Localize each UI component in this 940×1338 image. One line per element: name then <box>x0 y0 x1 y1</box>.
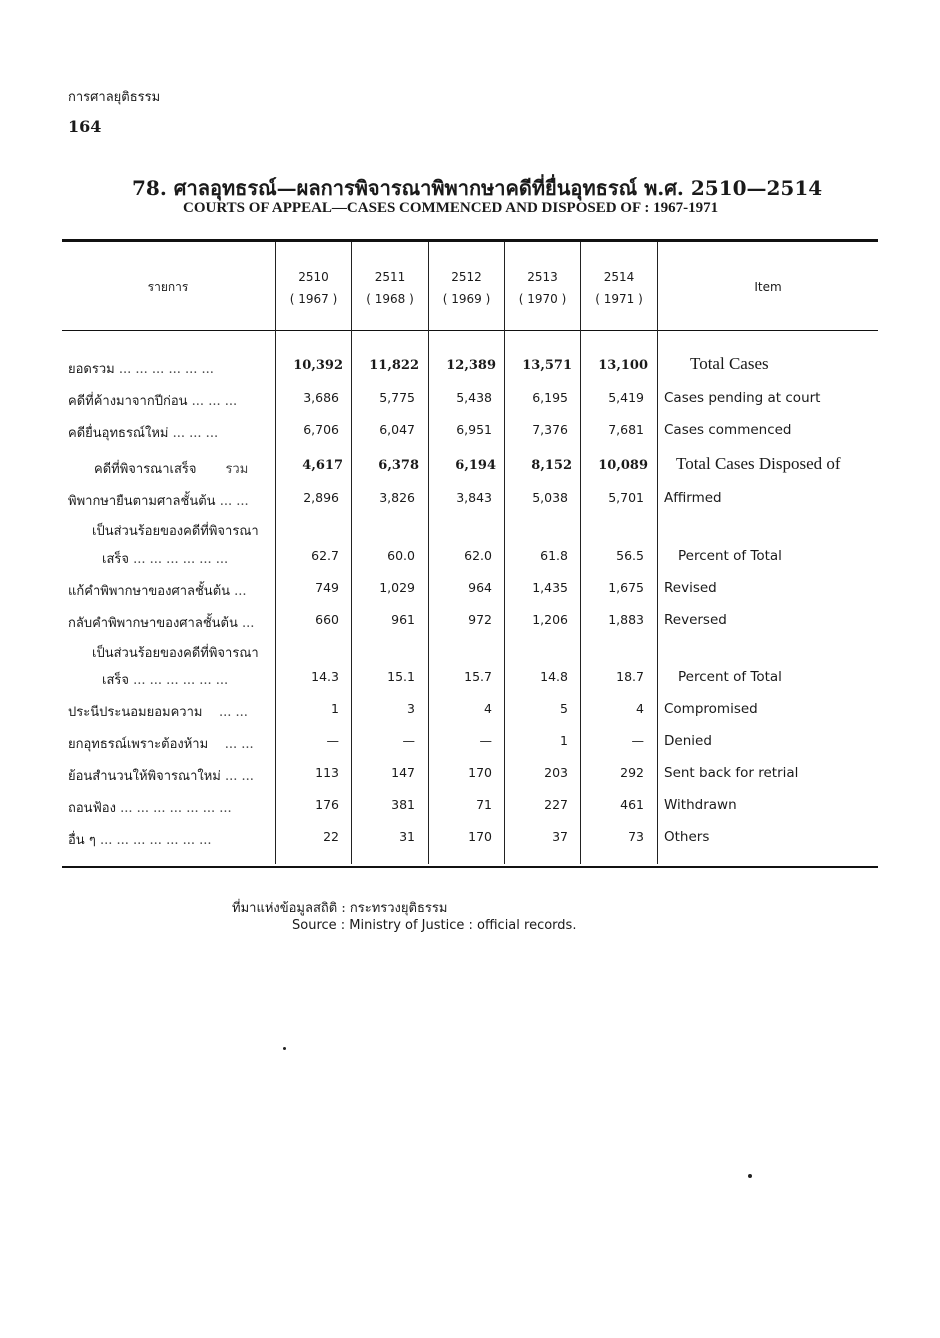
leader-dots: ... ... ... ... ... ... ... <box>120 801 232 816</box>
table-cell: 660 <box>315 612 339 627</box>
bottom-rule <box>62 866 878 868</box>
page-number: 164 <box>68 117 102 136</box>
header-rule <box>62 330 878 331</box>
table-cell: 461 <box>620 797 644 812</box>
row-label-english: Cases pending at court <box>664 390 821 406</box>
row-label-text: คดีที่พิจารณาเสร็จ <box>94 462 197 477</box>
table-row <box>0 669 940 691</box>
table-cell: 2,896 <box>303 490 339 505</box>
table-row <box>0 580 940 602</box>
table-cell: 3,826 <box>379 490 415 505</box>
table-cell: 203 <box>544 765 568 780</box>
row-label-text: ถอนฟ้อง <box>68 801 116 816</box>
table-cell: 1,675 <box>608 580 644 595</box>
leader-dots: ... ... ... ... ... ... ... <box>99 833 212 848</box>
row-label-text: พิพากษายืนตามศาลชั้นต้น <box>68 494 216 509</box>
source-english: Source : Ministry of Justice : official records. <box>292 918 577 933</box>
table-cell: 5,775 <box>379 390 415 405</box>
table-row <box>0 701 940 723</box>
table-cell: 3,843 <box>456 490 492 505</box>
table-cell: 170 <box>468 765 492 780</box>
item-header-english: Item <box>754 280 782 294</box>
table-cell: 12,389 <box>446 358 496 373</box>
source-thai: ที่มาแห่งข้อมูลสถิติ : กระทรวงยุติธรรม <box>232 901 448 916</box>
year-header <box>505 266 580 310</box>
year-header <box>276 266 351 310</box>
leader-dots: ... ... <box>225 769 254 784</box>
table-cell: 3 <box>407 701 415 716</box>
table-row <box>0 765 940 787</box>
row-label-thai <box>68 580 268 601</box>
row-label-text: ยกอุทธรณ์เพราะต้องห้าม <box>68 737 209 752</box>
year-be: 2512 <box>451 270 482 284</box>
table-row <box>0 797 940 819</box>
table-cell: 1,029 <box>379 580 415 595</box>
table-row <box>0 612 940 634</box>
table-cell: 6,047 <box>379 422 415 437</box>
speck-mark <box>283 1047 286 1050</box>
table-cell: 4,617 <box>302 458 343 473</box>
row-label-thai <box>94 458 264 479</box>
year-ce: ( 1969 ) <box>442 292 491 306</box>
table-cell: 31 <box>399 829 415 844</box>
table-cell: 14.8 <box>540 669 568 684</box>
table-cell: 964 <box>468 580 492 595</box>
table-row <box>0 548 940 570</box>
year-be: 2513 <box>527 270 558 284</box>
table-title-english: COURTS OF APPEAL—CASES COMMENCED AND DISPOSED OF : 1967-1971 <box>183 200 719 216</box>
table-cell: 147 <box>391 765 415 780</box>
year-header <box>581 266 657 310</box>
table-number: 78. <box>132 176 167 200</box>
table-cell: 4 <box>636 701 644 716</box>
row-label-thai <box>68 358 268 379</box>
table-cell: 3,686 <box>303 390 339 405</box>
total-label: รวม <box>225 462 249 477</box>
year-header <box>429 266 504 310</box>
row-label-thai <box>68 612 268 633</box>
table-cell: 13,100 <box>598 358 648 373</box>
item-header-thai: รายการ <box>147 280 189 294</box>
row-label-text: ประนีประนอมยอมความ <box>68 705 203 720</box>
year-be: 2510 <box>298 270 329 284</box>
row-label-thai <box>102 669 268 690</box>
table-cell: 1,435 <box>532 580 568 595</box>
year-header <box>352 266 428 310</box>
row-label-english: Revised <box>664 580 717 596</box>
row-label-text: เสร็จ <box>102 552 129 567</box>
row-label-english: Total Cases Disposed of <box>676 454 841 473</box>
row-label-thai <box>68 701 268 722</box>
table-cell: 10,089 <box>598 458 648 473</box>
row-label-text: กลับคำพิพากษาของศาลชั้นต้น <box>68 616 238 631</box>
table-cell: 5,419 <box>608 390 644 405</box>
row-label-thai <box>102 548 268 569</box>
row-label-thai <box>68 765 268 786</box>
year-ce: ( 1967 ) <box>289 292 338 306</box>
table-cell: — <box>402 733 415 748</box>
table-cell: 18.7 <box>616 669 644 684</box>
table-cell: 6,378 <box>378 458 419 473</box>
row-label-prefix: เป็นส่วนร้อยของคดีที่พิจารณา <box>92 524 259 539</box>
top-rule <box>62 239 878 242</box>
table-cell: 14.3 <box>311 669 339 684</box>
table-row <box>0 733 940 755</box>
year-ce: ( 1970 ) <box>518 292 567 306</box>
leader-dots: ... ... <box>219 494 249 509</box>
year-be: 2514 <box>603 270 635 284</box>
table-cell: 71 <box>476 797 492 812</box>
table-cell: 22 <box>323 829 339 844</box>
leader-dots: ... ... ... ... ... ... <box>133 552 229 567</box>
table-cell: 749 <box>315 580 339 595</box>
year-be: 2511 <box>374 270 406 284</box>
table-cell: 972 <box>468 612 492 627</box>
table-row <box>0 490 940 512</box>
table-cell: 61.8 <box>540 548 568 563</box>
row-label-english: Others <box>664 829 710 845</box>
row-label-english: Cases commenced <box>664 422 792 438</box>
table-cell: 15.1 <box>387 669 415 684</box>
table-cell: 6,951 <box>456 422 492 437</box>
row-label-text: ยอดรวม <box>68 362 115 377</box>
row-label-text: คดียื่นอุทธรณ์ใหม่ <box>68 426 169 441</box>
table-cell: 56.5 <box>616 548 644 563</box>
table-cell: 8,152 <box>531 458 572 473</box>
speck-mark <box>748 1174 752 1178</box>
row-label-english: Denied <box>664 733 712 749</box>
table-cell: 11,822 <box>369 358 419 373</box>
row-label-thai <box>68 733 268 754</box>
row-label-english: Total Cases <box>690 354 769 373</box>
row-label-thai <box>68 829 268 850</box>
leader-dots: ... ... ... ... ... ... <box>133 673 229 688</box>
row-label-thai <box>68 490 268 511</box>
table-cell: 227 <box>544 797 568 812</box>
table-cell: 292 <box>620 765 644 780</box>
table-row <box>0 454 940 480</box>
leader-dots: ... ... ... ... ... ... <box>118 362 214 377</box>
row-label-thai <box>68 390 268 411</box>
table-cell: 961 <box>391 612 415 627</box>
leader-dots: ... ... <box>224 737 254 752</box>
year-ce: ( 1968 ) <box>366 292 414 306</box>
table-row <box>0 829 940 851</box>
table-cell: 170 <box>468 829 492 844</box>
table-cell: 60.0 <box>387 548 415 563</box>
table-cell: 381 <box>391 797 415 812</box>
table-cell: 6,195 <box>532 390 568 405</box>
table-cell: 5,438 <box>456 390 492 405</box>
year-ce: ( 1971 ) <box>595 292 643 306</box>
table-cell: 13,571 <box>522 358 572 373</box>
title-thai-text: ศาลอุทธรณ์—ผลการพิจารณาพิพากษาคดีที่ยื่นอุทธรณ์ พ.ศ. 2510—2514 <box>173 176 823 200</box>
table-cell: 5,701 <box>608 490 644 505</box>
row-label-english: Reversed <box>664 612 727 628</box>
leader-dots: ... <box>234 584 247 599</box>
table-cell: 15.7 <box>464 669 492 684</box>
row-label-text: คดีที่ค้างมาจากปีก่อน <box>68 394 188 409</box>
table-cell: 6,706 <box>303 422 339 437</box>
table-cell: 10,392 <box>293 358 343 373</box>
table-cell: — <box>326 733 339 748</box>
row-label-thai <box>68 797 268 818</box>
row-label-text: ย้อนสำนวนให้พิจารณาใหม่ <box>68 769 221 784</box>
table-cell: 73 <box>628 829 644 844</box>
table-cell: 7,376 <box>532 422 568 437</box>
table-row <box>0 422 940 444</box>
table-cell: 113 <box>315 765 339 780</box>
row-label-english: Percent of Total <box>678 548 782 564</box>
table-cell: 6,194 <box>455 458 496 473</box>
table-cell: 1,883 <box>608 612 644 627</box>
row-label-prefix: เป็นส่วนร้อยของคดีที่พิจารณา <box>92 646 259 661</box>
row-label-english: Affirmed <box>664 490 722 506</box>
leader-dots: ... ... ... <box>191 394 238 409</box>
section-header: การศาลยุติธรรม <box>68 90 161 105</box>
row-label-text: อื่น ๆ <box>68 833 96 848</box>
table-cell: 62.7 <box>311 548 339 563</box>
table-cell: — <box>479 733 492 748</box>
table-cell: 1 <box>331 701 339 716</box>
row-label-english: Withdrawn <box>664 797 737 813</box>
table-cell: 176 <box>315 797 339 812</box>
row-label-text: แก้คำพิพากษาของศาลชั้นต้น <box>68 584 231 599</box>
leader-dots: ... ... <box>218 705 248 720</box>
table-cell: — <box>631 733 644 748</box>
row-label-text: เสร็จ <box>102 673 129 688</box>
table-cell: 5 <box>560 701 568 716</box>
table-row <box>0 390 940 412</box>
table-cell: 5,038 <box>532 490 568 505</box>
table-cell: 4 <box>484 701 492 716</box>
row-label-english: Compromised <box>664 701 758 717</box>
row-label-english: Percent of Total <box>678 669 782 685</box>
table-cell: 62.0 <box>464 548 492 563</box>
table-cell: 37 <box>552 829 568 844</box>
table-cell: 1,206 <box>532 612 568 627</box>
leader-dots: ... ... ... <box>172 426 219 441</box>
leader-dots: ... <box>242 616 255 631</box>
row-label-thai <box>68 422 268 443</box>
table-row <box>0 354 940 380</box>
table-cell: 1 <box>560 733 568 748</box>
table-cell: 7,681 <box>608 422 644 437</box>
row-label-english: Sent back for retrial <box>664 765 799 781</box>
